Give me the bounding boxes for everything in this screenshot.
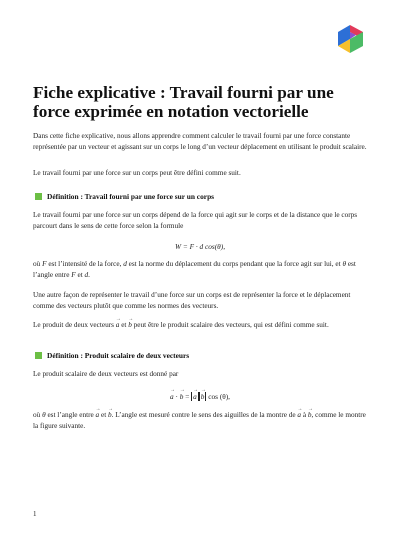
green-square-icon (35, 352, 42, 359)
page-title: Fiche explicative : Travail fourni par une force exprimée en notation vectorielle (33, 83, 334, 121)
dot-formula-explanation: où θ est l’angle entre → a et → b. L’angle est mesuré contre le sens des aiguilles de la montre de → a à → b, comme le montre la figure suivante. (33, 410, 371, 432)
work-definition-lead: Le travail fourni par une force sur un corps peut être défini comme suit. (33, 169, 241, 177)
intro-paragraph: Dans cette fiche explicative, nous allons apprendre comment calculer le travail fourni par une force constante représentée par un vecteur et agissant sur un corps le long d’un vecteur déplacement en utilisant le produit scalaire. (33, 132, 367, 152)
vector-representation-paragraph: Une autre façon de représenter le travail d’une force sur un corps est de représenter la force et le déplacement comme des vecteurs plutôt que comme les normes des vecteurs. (33, 291, 351, 311)
definition-work-text: Le travail fourni par une force sur un corps dépend de la force qui agit sur le corps et de la distance que le corps parcourt dans le sens de cette force selon la formule (33, 211, 358, 231)
nagwa-logo (335, 24, 367, 54)
dot-product-formula: → a · → b = → a→ b cos (θ), (0, 392, 400, 402)
page-number: 1 (33, 510, 37, 518)
dot-product-intro: Le produit de deux vecteurs → a et → b peut être le produit scalaire des vecteurs, qui est défini comme suit. (33, 320, 371, 331)
green-square-icon (35, 193, 42, 200)
definition-dot-text: Le produit scalaire de deux vecteurs est donné par (33, 370, 179, 378)
work-formula: W = F · d cos(θ), (174, 242, 226, 251)
work-formula-explanation: où F est l’intensité de la force, d est la norme du déplacement du corps pendant que la force agit sur lui, et θ est l’angle entre F et d. (33, 260, 356, 280)
